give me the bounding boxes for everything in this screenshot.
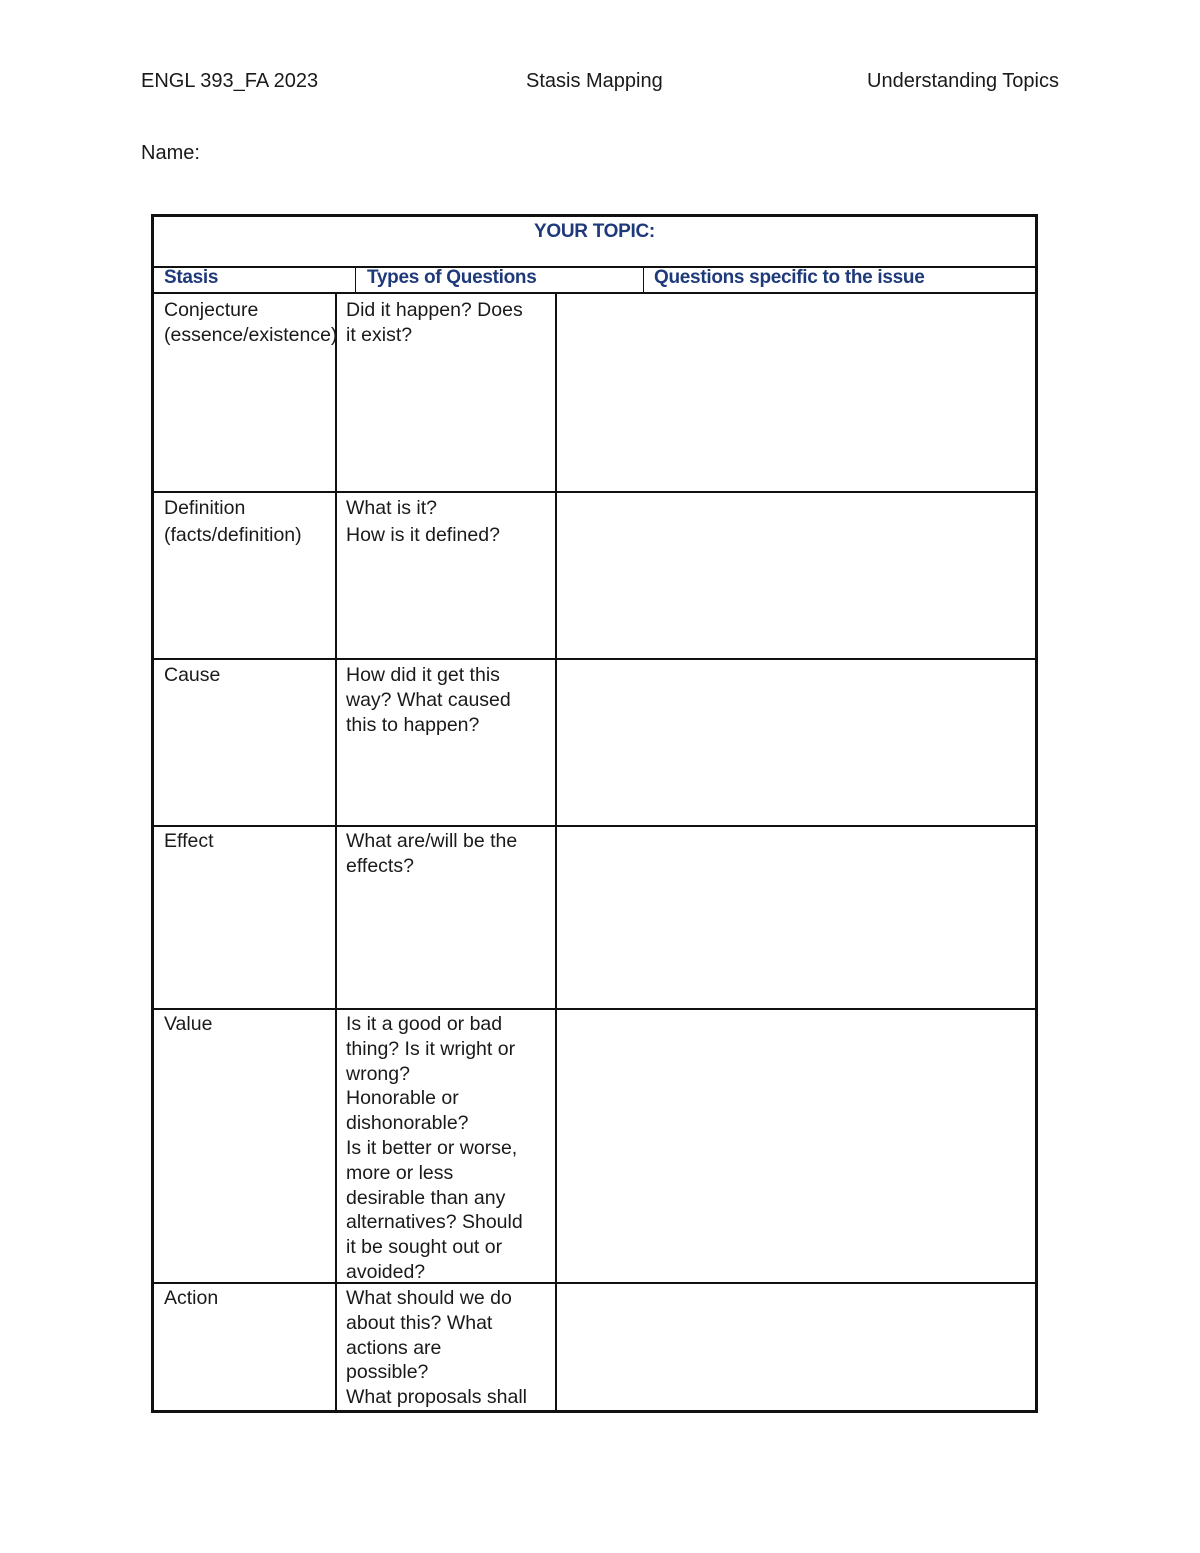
rule-row-1 bbox=[154, 491, 1035, 493]
rule-row-5 bbox=[154, 1282, 1035, 1284]
row-cause-questions bbox=[346, 663, 511, 737]
question-line: What proposals shall bbox=[346, 1386, 528, 1409]
question-line: desirable than any bbox=[346, 1186, 506, 1209]
row-definition-questions bbox=[346, 495, 500, 549]
question-line: effects? bbox=[346, 854, 414, 877]
topic-label: YOUR TOPIC: bbox=[534, 221, 655, 242]
rule-row-2 bbox=[154, 658, 1035, 660]
row-action-stasis bbox=[164, 1286, 218, 1311]
question-line: alternatives? Should bbox=[346, 1211, 523, 1234]
column-header-types: Types of Questions bbox=[367, 267, 537, 288]
question-line: it be sought out or bbox=[346, 1236, 503, 1259]
rule-body-col-2 bbox=[555, 293, 557, 1410]
question-line: How is it defined? bbox=[346, 524, 500, 546]
question-line: Did it happen? Does bbox=[346, 299, 523, 321]
row-value-questions bbox=[346, 1012, 523, 1285]
stasis-line: (essence/existence) bbox=[164, 323, 338, 346]
stasis-line: Action bbox=[164, 1287, 219, 1309]
rule-row-4 bbox=[154, 1008, 1035, 1010]
row-effect-questions bbox=[346, 829, 517, 879]
question-line: about this? What bbox=[346, 1311, 493, 1334]
stasis-line: Definition bbox=[164, 497, 246, 519]
stasis-line: (facts/definition) bbox=[164, 524, 302, 546]
rule-header-col-1 bbox=[355, 267, 356, 293]
rule-body-col-1 bbox=[335, 293, 337, 1410]
question-line: Honorable or bbox=[346, 1087, 459, 1110]
question-line: avoided? bbox=[346, 1260, 426, 1283]
stasis-line: Cause bbox=[164, 664, 221, 686]
document-title: Stasis Mapping bbox=[526, 70, 663, 92]
rule-header-col-2 bbox=[643, 267, 644, 293]
question-line: possible? bbox=[346, 1361, 429, 1384]
row-conjecture-stasis bbox=[164, 298, 337, 348]
question-line: What is it? bbox=[346, 497, 438, 519]
row-action-questions bbox=[346, 1286, 527, 1410]
question-line: Is it better or worse, bbox=[346, 1136, 518, 1159]
stasis-line: Conjecture bbox=[164, 299, 259, 321]
section-title: Understanding Topics bbox=[867, 70, 1059, 92]
rule-row-3 bbox=[154, 825, 1035, 827]
name-label: Name: bbox=[141, 142, 200, 164]
question-line: wrong? bbox=[346, 1062, 410, 1085]
row-definition-stasis bbox=[164, 495, 302, 549]
row-effect-stasis bbox=[164, 829, 214, 854]
question-line: dishonorable? bbox=[346, 1112, 469, 1135]
page-header bbox=[141, 70, 1059, 100]
stasis-line: Value bbox=[164, 1013, 213, 1035]
column-header-stasis: Stasis bbox=[164, 267, 219, 288]
rule-header-bottom bbox=[154, 292, 1035, 294]
stasis-line: Effect bbox=[164, 830, 214, 852]
question-line: What are/will be the bbox=[346, 830, 518, 852]
question-line: this to happen? bbox=[346, 713, 480, 736]
course-code: ENGL 393_FA 2023 bbox=[141, 70, 319, 92]
question-line: it exist? bbox=[346, 323, 413, 346]
question-line: thing? Is it wright or bbox=[346, 1037, 516, 1060]
row-cause-stasis bbox=[164, 663, 220, 688]
question-line: What should we do bbox=[346, 1287, 512, 1309]
row-value-stasis bbox=[164, 1012, 212, 1037]
row-conjecture-questions bbox=[346, 298, 523, 348]
question-line: way? What caused bbox=[346, 688, 511, 711]
column-header-specific: Questions specific to the issue bbox=[654, 267, 925, 288]
question-line: Is it a good or bad bbox=[346, 1013, 503, 1035]
stasis-table bbox=[151, 214, 1038, 1413]
question-line: How did it get this bbox=[346, 664, 500, 686]
question-line: actions are bbox=[346, 1336, 442, 1359]
question-line: more or less bbox=[346, 1161, 454, 1184]
